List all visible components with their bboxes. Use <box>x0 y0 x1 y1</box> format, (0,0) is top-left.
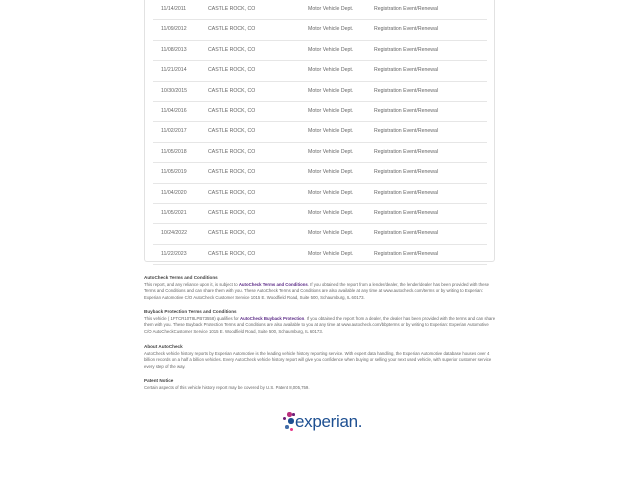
table-row <box>153 61 487 81</box>
row-location: CASTLE ROCK, CO <box>208 128 256 135</box>
row-source: Motor Vehicle Dept. <box>308 46 354 53</box>
table-row <box>153 82 487 102</box>
buyback-section <box>144 309 496 335</box>
row-location: CASTLE ROCK, CO <box>208 209 256 216</box>
row-event: Registration Event/Renewal <box>374 169 439 176</box>
row-event: Registration Event/Renewal <box>374 107 439 114</box>
row-date: 11/08/2013 <box>161 46 187 53</box>
table-row <box>153 184 487 204</box>
table-row <box>153 224 487 244</box>
patent-heading: Patent Notice <box>144 378 174 383</box>
row-date: 11/05/2021 <box>161 209 187 216</box>
table-row <box>153 102 487 122</box>
row-date: 11/09/2012 <box>161 26 187 33</box>
terms-text: This report, and any reliance upon it, is subject to AutoCheck Terms and Conditions. If you obtained the report from a lender/dealer, the lender/dealer has been provided with these Terms and Conditions and can share them with you. These AutoCheck Terms and Conditions are also available at any time at www.autocheck.com/terms or by writing to Experian: Experian Automotive C/O AutoCheck Customer Service 1015 E. Woodfield Road, Suite 500, Schaumburg, IL 60173. <box>144 282 490 300</box>
terms-section <box>144 275 496 301</box>
row-source: Motor Vehicle Dept. <box>308 189 354 196</box>
row-event: Registration Event/Renewal <box>374 250 439 257</box>
row-source: Motor Vehicle Dept. <box>308 169 354 176</box>
row-event: Registration Event/Renewal <box>374 87 439 94</box>
table-row <box>153 143 487 163</box>
experian-logo <box>283 409 363 437</box>
row-location: CASTLE ROCK, CO <box>208 148 256 155</box>
row-date: 10/30/2015 <box>161 87 187 94</box>
row-event: Registration Event/Renewal <box>374 67 439 74</box>
row-event: Registration Event/Renewal <box>374 189 439 196</box>
row-source: Motor Vehicle Dept. <box>308 6 354 12</box>
logo-dot <box>287 412 292 417</box>
row-date: 11/05/2018 <box>161 148 187 155</box>
row-source: Motor Vehicle Dept. <box>308 67 354 74</box>
table-row <box>153 163 487 183</box>
row-source: Motor Vehicle Dept. <box>308 250 354 257</box>
row-location: CASTLE ROCK, CO <box>208 107 256 114</box>
vehicle-history-table <box>144 0 495 262</box>
experian-logo-text: experian. <box>295 412 363 431</box>
row-location: CASTLE ROCK, CO <box>208 189 256 196</box>
history-rows <box>153 0 487 265</box>
buyback-text: This vehicle ( 1FTCR10T8LPB73558) qualifies for AutoCheck Buyback Protection. If you obtained the report from a dealer, the dealer has been provided with the terms and can share them with you. These Buyback Protection Terms and Conditions are also available to you at any time at www.autocheck.com/bbpterms or by writing to Experian: Experian Automotive C/O AutoCheckCustomer Service 1015 E. Woodfield Road, Suite 500, Schaumburg, IL 60173. <box>144 316 496 334</box>
row-source: Motor Vehicle Dept. <box>308 26 354 33</box>
terms-heading: AutoCheck Terms and Conditions <box>144 275 218 280</box>
table-row <box>153 122 487 142</box>
row-event: Registration Event/Renewal <box>374 128 439 135</box>
row-location: CASTLE ROCK, CO <box>208 230 256 237</box>
row-date: 11/02/2017 <box>161 128 187 135</box>
row-date: 11/21/2014 <box>161 67 187 74</box>
row-source: Motor Vehicle Dept. <box>308 209 354 216</box>
row-event: Registration Event/Renewal <box>374 46 439 53</box>
patent-text: Certain aspects of this vehicle history report may be covered by U.S. Patent 8,005,759. <box>144 385 310 390</box>
row-location: CASTLE ROCK, CO <box>208 250 256 257</box>
row-event: Registration Event/Renewal <box>374 26 439 33</box>
row-event: Registration Event/Renewal <box>374 209 439 216</box>
table-row <box>153 20 487 40</box>
logo-dot <box>288 418 294 424</box>
buyback-link[interactable]: AutoCheck Buyback Protection <box>240 316 305 321</box>
row-location: CASTLE ROCK, CO <box>208 67 256 74</box>
row-source: Motor Vehicle Dept. <box>308 148 354 155</box>
row-location: CASTLE ROCK, CO <box>208 6 256 12</box>
about-heading: About AutoCheck <box>144 344 183 349</box>
table-row <box>153 245 487 265</box>
row-location: CASTLE ROCK, CO <box>208 87 256 94</box>
about-section <box>144 344 496 370</box>
row-location: CASTLE ROCK, CO <box>208 26 256 33</box>
row-date: 11/22/2023 <box>161 250 187 257</box>
terms-link[interactable]: AutoCheck Terms and Conditions <box>238 282 308 287</box>
row-date: 11/14/2011 <box>161 6 187 12</box>
logo-dot <box>283 417 286 420</box>
about-text: AutoCheck vehicle history reports by Experian Automotive is the leading vehicle history reporting service. With expert data handling, the Experian Automotive database houses over 4 billion records on a half a billion vehicles. Every AutoCheck vehicle history report will give you confidence when buying or selling your next used vehicle, with superior customer service every step of the way. <box>144 351 492 369</box>
row-event: Registration Event/Renewal <box>374 148 439 155</box>
table-row <box>153 204 487 224</box>
row-date: 11/04/2016 <box>161 107 187 114</box>
table-row <box>153 41 487 61</box>
row-event: Registration Event/Renewal <box>374 6 439 12</box>
buyback-heading: Buyback Protection Terms and Conditions <box>144 309 237 314</box>
row-source: Motor Vehicle Dept. <box>308 87 354 94</box>
row-source: Motor Vehicle Dept. <box>308 128 354 135</box>
row-location: CASTLE ROCK, CO <box>208 169 256 176</box>
row-source: Motor Vehicle Dept. <box>308 230 354 237</box>
row-date: 11/05/2019 <box>161 169 187 176</box>
row-date: 10/24/2022 <box>161 230 187 237</box>
row-source: Motor Vehicle Dept. <box>308 107 354 114</box>
logo-dot <box>290 428 293 431</box>
patent-section <box>144 378 496 391</box>
logo-dot <box>285 425 289 429</box>
table-row <box>153 0 487 20</box>
row-date: 11/04/2020 <box>161 189 187 196</box>
row-event: Registration Event/Renewal <box>374 230 439 237</box>
row-location: CASTLE ROCK, CO <box>208 46 256 53</box>
